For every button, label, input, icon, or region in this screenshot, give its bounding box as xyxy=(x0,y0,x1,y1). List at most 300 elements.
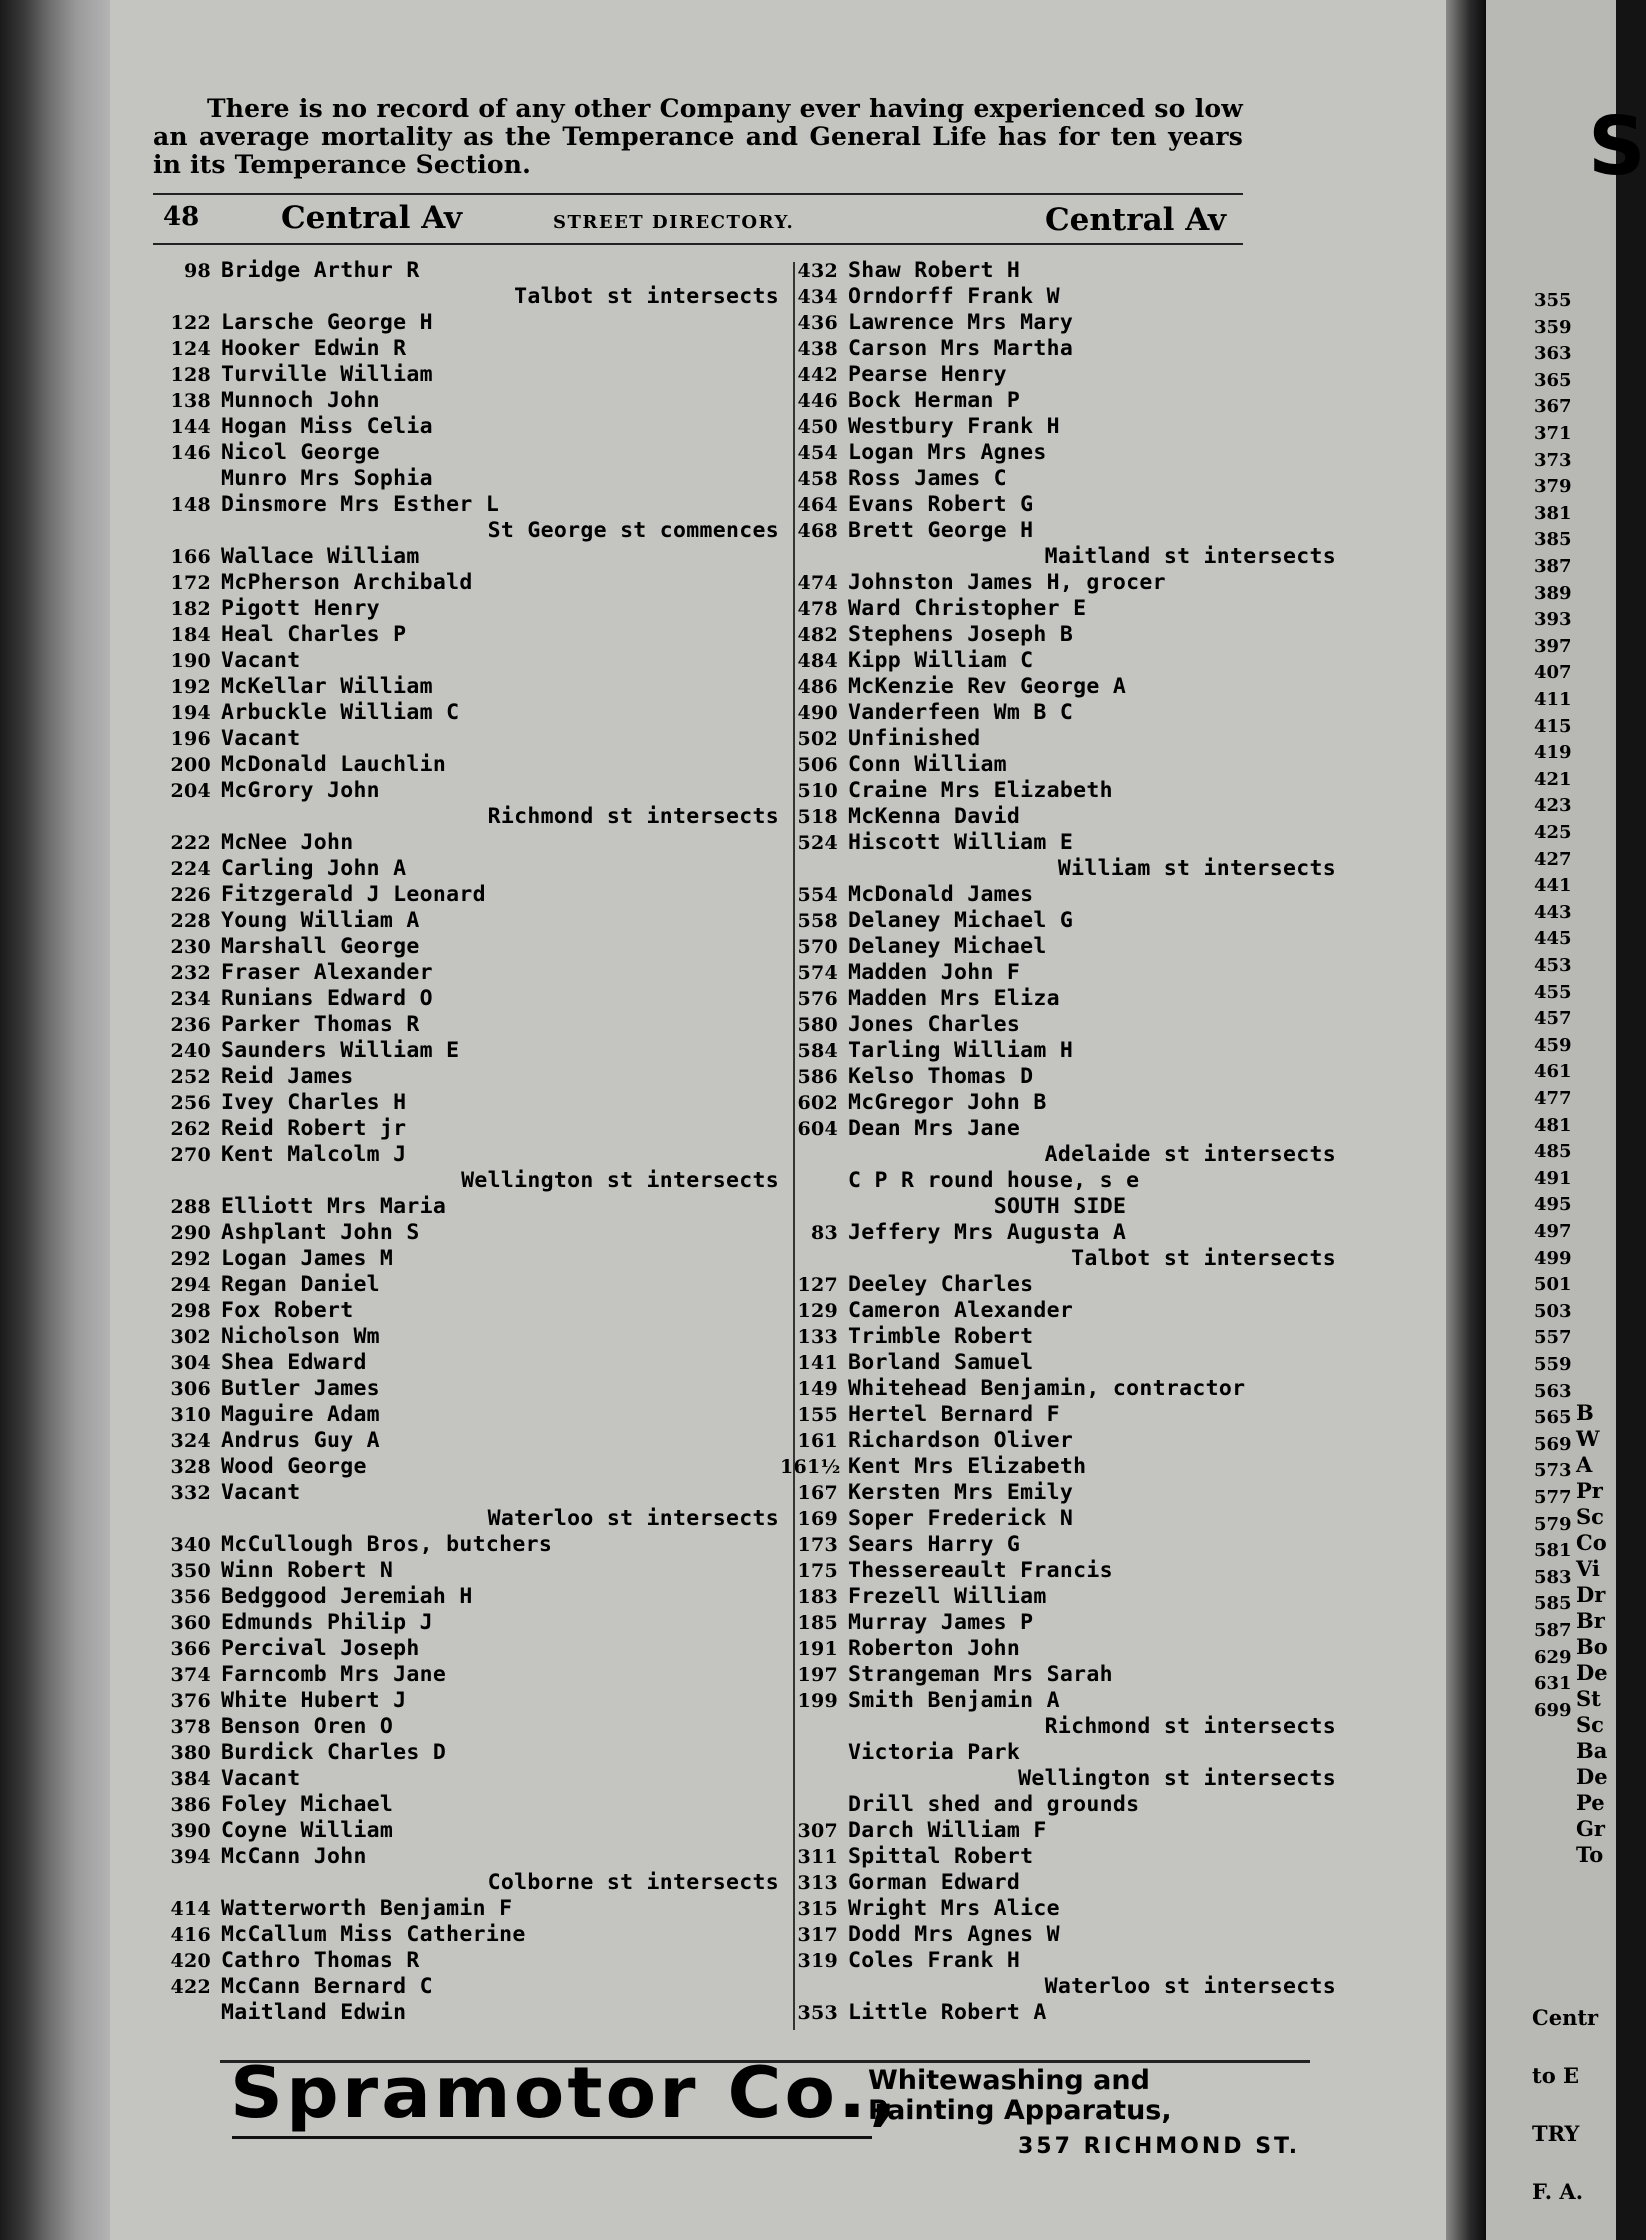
resident-name: Frezell William xyxy=(848,1584,1047,1609)
cross-street-note: Adelaide st intersects xyxy=(1044,1142,1336,1167)
next-page-house-number: 565 xyxy=(1534,1407,1572,1429)
directory-entry xyxy=(780,986,1340,1012)
house-number: 184 xyxy=(170,624,211,646)
directory-entry xyxy=(153,2000,783,2026)
directory-entry xyxy=(153,1818,783,1844)
next-page-name-fragment: W xyxy=(1576,1426,1600,1451)
resident-name: Wallace William xyxy=(221,544,420,569)
resident-name: Carson Mrs Martha xyxy=(848,336,1074,361)
house-number: 172 xyxy=(170,572,211,594)
directory-entry xyxy=(780,1090,1340,1116)
directory-entry xyxy=(153,362,783,388)
resident-name: Vacant xyxy=(221,648,301,673)
resident-name: Ward Christopher E xyxy=(848,596,1087,621)
next-page-house-number: 441 xyxy=(1534,875,1572,897)
next-page-house-number: 427 xyxy=(1534,848,1572,870)
directory-entry xyxy=(780,726,1340,752)
next-page-house-number: 453 xyxy=(1534,955,1572,976)
directory-entry xyxy=(780,310,1340,336)
directory-entry xyxy=(780,648,1340,674)
directory-entry xyxy=(153,648,783,674)
directory-entry xyxy=(780,1948,1340,1974)
directory-entry xyxy=(153,1974,783,2000)
resident-name: Conn William xyxy=(848,752,1007,777)
tagline-line-2: Painting Apparatus, xyxy=(868,2095,1172,2126)
house-number: 350 xyxy=(170,1560,211,1582)
house-number: 580 xyxy=(797,1014,838,1036)
next-page-house-number: 445 xyxy=(1534,928,1572,950)
house-number: 310 xyxy=(170,1404,211,1426)
next-page-footer-fragment: F. A. xyxy=(1532,2179,1584,2204)
resident-name: Whitehead Benjamin, contractor xyxy=(848,1376,1246,1401)
resident-name: McKenna David xyxy=(848,804,1021,829)
resident-name: McGregor John B xyxy=(848,1090,1047,1115)
resident-name: Madden Mrs Eliza xyxy=(848,986,1060,1011)
resident-name: Smith Benjamin A xyxy=(848,1688,1060,1713)
house-number: 252 xyxy=(170,1066,211,1088)
next-page-house-number: 569 xyxy=(1534,1433,1572,1455)
resident-name: Deeley Charles xyxy=(848,1272,1034,1297)
resident-name: Fitzgerald J Leonard xyxy=(221,882,486,907)
resident-name: Darch William F xyxy=(848,1818,1047,1843)
next-page-house-number: 379 xyxy=(1534,476,1572,498)
directory-entry xyxy=(153,336,783,362)
resident-name: Wood George xyxy=(221,1454,367,1479)
resident-name: Farncomb Mrs Jane xyxy=(221,1662,447,1687)
house-number: 182 xyxy=(170,598,211,620)
directory-entry xyxy=(780,2000,1340,2026)
resident-name: Ivey Charles H xyxy=(221,1090,407,1115)
house-number: 376 xyxy=(170,1690,211,1712)
cross-street-note: Richmond st intersects xyxy=(487,804,779,829)
directory-entry xyxy=(153,258,783,284)
directory-entry xyxy=(780,570,1340,596)
page-header xyxy=(153,200,1243,240)
next-page-name-fragment: De xyxy=(1576,1764,1608,1789)
directory-entry xyxy=(153,726,783,752)
next-page-house-number: 557 xyxy=(1534,1327,1572,1349)
house-number: 288 xyxy=(170,1196,211,1218)
house-number: 313 xyxy=(797,1872,838,1894)
house-number: 222 xyxy=(170,832,211,854)
next-page-house-number: 421 xyxy=(1534,768,1572,790)
resident-name: Munnoch John xyxy=(221,388,380,413)
resident-name: Logan James M xyxy=(221,1246,394,1271)
directory-entry xyxy=(780,622,1340,648)
directory-entry xyxy=(153,310,783,336)
directory-entry xyxy=(153,570,783,596)
directory-entry xyxy=(780,934,1340,960)
directory-entry xyxy=(153,1922,783,1948)
directory-entry xyxy=(153,960,783,986)
resident-name: Maitland Edwin xyxy=(221,2000,407,2025)
directory-entry xyxy=(153,1948,783,1974)
house-number: 290 xyxy=(170,1222,211,1244)
house-number: 420 xyxy=(170,1950,211,1972)
directory-entry xyxy=(153,1636,783,1662)
next-page-house-number: 393 xyxy=(1534,609,1572,631)
resident-name: Coles Frank H xyxy=(848,1948,1021,1973)
house-number: 236 xyxy=(170,1014,211,1036)
next-page-heading-letter: S xyxy=(1588,100,1646,193)
directory-entry xyxy=(780,960,1340,986)
resident-name: Tarling William H xyxy=(848,1038,1074,1063)
next-page-footer-fragment: TRY xyxy=(1532,2121,1580,2146)
house-number: 256 xyxy=(170,1092,211,1114)
next-page-house-number: 563 xyxy=(1534,1380,1572,1402)
resident-name: Butler James xyxy=(221,1376,380,1401)
next-page-name-fragment: Gr xyxy=(1576,1816,1605,1841)
resident-name: Reid Robert jr xyxy=(221,1116,407,1141)
house-number: 175 xyxy=(797,1560,838,1582)
resident-name: Gorman Edward xyxy=(848,1870,1021,1895)
directory-entry xyxy=(780,1532,1340,1558)
house-number: 506 xyxy=(797,754,838,776)
house-number: 292 xyxy=(170,1248,211,1270)
house-number: 319 xyxy=(797,1950,838,1972)
house-number: 486 xyxy=(797,676,838,698)
house-number: 133 xyxy=(797,1326,838,1348)
resident-name: Hooker Edwin R xyxy=(221,336,407,361)
resident-name: Turville William xyxy=(221,362,433,387)
resident-name: Lawrence Mrs Mary xyxy=(848,310,1074,335)
next-page-name-fragment: Sc xyxy=(1576,1712,1604,1737)
directory-entry xyxy=(780,1064,1340,1090)
resident-name: Hertel Bernard F xyxy=(848,1402,1060,1427)
directory-entry xyxy=(780,1844,1340,1870)
resident-name: Evans Robert G xyxy=(848,492,1034,517)
resident-name: Westbury Frank H xyxy=(848,414,1060,439)
resident-name: Hiscott William E xyxy=(848,830,1074,855)
resident-name: Bedggood Jeremiah H xyxy=(221,1584,473,1609)
right-street-title: Central Av xyxy=(1045,202,1227,238)
house-number: 450 xyxy=(797,416,838,438)
resident-name: Shaw Robert H xyxy=(848,258,1021,283)
resident-name: Craine Mrs Elizabeth xyxy=(848,778,1113,803)
section-heading: SOUTH SIDE xyxy=(993,1194,1127,1219)
directory-entry xyxy=(780,1298,1340,1324)
resident-name: McKenzie Rev George A xyxy=(848,674,1127,699)
next-page-house-number: 415 xyxy=(1534,715,1572,737)
house-number: 386 xyxy=(170,1794,211,1816)
house-number: 194 xyxy=(170,702,211,724)
house-number: 169 xyxy=(797,1508,838,1530)
left-column xyxy=(153,258,783,2026)
house-number: 226 xyxy=(170,884,211,906)
next-page-house-number: 363 xyxy=(1534,343,1572,365)
house-number: 306 xyxy=(170,1378,211,1400)
directory-entry xyxy=(780,908,1340,934)
directory-entry xyxy=(153,1714,783,1740)
next-page-house-number: 481 xyxy=(1534,1114,1572,1136)
resident-name: McGrory John xyxy=(221,778,380,803)
next-page-house-number: 365 xyxy=(1534,369,1572,391)
resident-name: Stephens Joseph B xyxy=(848,622,1074,647)
house-number: 262 xyxy=(170,1118,211,1140)
cross-street-note: Waterloo st intersects xyxy=(487,1506,779,1531)
house-number: 144 xyxy=(170,416,211,438)
next-page-name-fragment: St xyxy=(1576,1686,1601,1711)
directory-entry xyxy=(153,1792,783,1818)
directory-entry xyxy=(153,492,783,518)
landmark-entry: Victoria Park xyxy=(848,1740,1021,1765)
next-page-name-fragment: Dr xyxy=(1576,1582,1606,1607)
next-page-house-number: 371 xyxy=(1534,423,1572,444)
resident-name: Soper Frederick N xyxy=(848,1506,1074,1531)
resident-name: Andrus Guy A xyxy=(221,1428,380,1453)
resident-name: Watterworth Benjamin F xyxy=(221,1896,513,1921)
house-number: 138 xyxy=(170,390,211,412)
house-number: 173 xyxy=(797,1534,838,1556)
landmark-entry: C P R round house, s e xyxy=(848,1168,1140,1193)
resident-name: Richardson Oliver xyxy=(848,1428,1074,1453)
directory-entry xyxy=(153,596,783,622)
house-number: 191 xyxy=(797,1638,838,1660)
book-spine-shadow xyxy=(0,0,110,2240)
next-page-house-number: 389 xyxy=(1534,582,1572,604)
next-page-house-number: 581 xyxy=(1534,1540,1572,1562)
house-number: 490 xyxy=(797,702,838,724)
next-page-house-number: 455 xyxy=(1534,981,1572,1003)
house-number: 502 xyxy=(797,728,838,750)
house-number: 228 xyxy=(170,910,211,932)
house-number: 122 xyxy=(170,312,211,334)
resident-name: Cathro Thomas R xyxy=(221,1948,420,1973)
directory-entry xyxy=(780,492,1340,518)
resident-name: Bridge Arthur R xyxy=(221,258,420,283)
next-page-house-number: 423 xyxy=(1534,795,1572,817)
directory-entry xyxy=(780,1324,1340,1350)
directory-title: STREET DIRECTORY. xyxy=(553,212,795,233)
next-page-house-number: 631 xyxy=(1534,1673,1572,1695)
resident-name: Delaney Michael xyxy=(848,934,1047,959)
house-number: 317 xyxy=(797,1924,838,1946)
house-number: 416 xyxy=(170,1924,211,1946)
directory-entry xyxy=(780,336,1340,362)
resident-name: Fox Robert xyxy=(221,1298,354,1323)
directory-entry xyxy=(153,908,783,934)
house-number: 558 xyxy=(797,910,838,932)
directory-entry xyxy=(780,596,1340,622)
next-page-house-number: 585 xyxy=(1534,1593,1572,1615)
resident-name: Pearse Henry xyxy=(848,362,1007,387)
house-number: 604 xyxy=(797,1118,838,1140)
house-number: 380 xyxy=(170,1742,211,1764)
resident-name: Hogan Miss Celia xyxy=(221,414,433,439)
directory-entry xyxy=(153,466,783,492)
house-number: 149 xyxy=(797,1378,838,1400)
directory-entry xyxy=(153,1298,783,1324)
directory-entry xyxy=(780,1558,1340,1584)
house-number: 524 xyxy=(797,832,838,854)
cross-street-note: Talbot st intersects xyxy=(514,284,779,309)
next-page-house-number: 373 xyxy=(1534,449,1572,471)
resident-name: Sears Harry G xyxy=(848,1532,1021,1557)
house-number: 394 xyxy=(170,1846,211,1868)
resident-name: Fraser Alexander xyxy=(221,960,433,985)
directory-entry xyxy=(153,674,783,700)
next-page-name-fragment: A xyxy=(1576,1452,1593,1477)
directory-entry xyxy=(153,830,783,856)
resident-name: Delaney Michael G xyxy=(848,908,1074,933)
next-page-name-fragment: De xyxy=(1576,1660,1608,1685)
directory-entry xyxy=(153,934,783,960)
house-number: 510 xyxy=(797,780,838,802)
house-number: 185 xyxy=(797,1612,838,1634)
directory-entry xyxy=(780,1610,1340,1636)
resident-name: McCann Bernard C xyxy=(221,1974,433,1999)
next-page-name-fragment: Pe xyxy=(1576,1790,1605,1815)
directory-entry xyxy=(153,1194,783,1220)
resident-name: Wright Mrs Alice xyxy=(848,1896,1060,1921)
resident-name: Kersten Mrs Emily xyxy=(848,1480,1074,1505)
directory-entry xyxy=(153,1454,783,1480)
next-page-house-number: 457 xyxy=(1534,1008,1572,1030)
next-page-name-fragment: Sc xyxy=(1576,1504,1604,1529)
directory-entry xyxy=(153,1688,783,1714)
directory-entry xyxy=(780,1376,1340,1402)
resident-name: Reid James xyxy=(221,1064,354,1089)
house-number: 200 xyxy=(170,754,211,776)
directory-entry xyxy=(153,882,783,908)
house-number: 324 xyxy=(170,1430,211,1452)
directory-entry xyxy=(780,804,1340,830)
house-number: 311 xyxy=(797,1846,838,1868)
house-number: 128 xyxy=(170,364,211,386)
next-page-house-number: 559 xyxy=(1534,1354,1572,1375)
next-page-house-number: 387 xyxy=(1534,556,1572,577)
resident-name: Kipp William C xyxy=(848,648,1034,673)
house-number: 315 xyxy=(797,1898,838,1920)
house-number: 161½ xyxy=(780,1456,841,1478)
advertiser-name: Spramotor Co., xyxy=(230,2052,901,2134)
next-page-name-fragment: To xyxy=(1576,1842,1604,1867)
house-number: 234 xyxy=(170,988,211,1010)
directory-entry xyxy=(780,1480,1340,1506)
directory-entry xyxy=(780,440,1340,466)
resident-name: Winn Robert N xyxy=(221,1558,394,1583)
resident-name: McNee John xyxy=(221,830,354,855)
landmark-entry: Drill shed and grounds xyxy=(848,1792,1140,1817)
directory-entry xyxy=(780,1636,1340,1662)
directory-entry xyxy=(153,1350,783,1376)
house-number: 422 xyxy=(170,1976,211,1998)
directory-entry xyxy=(153,1896,783,1922)
directory-entry xyxy=(780,1896,1340,1922)
next-page-house-number: 419 xyxy=(1534,742,1572,764)
directory-entry xyxy=(153,1246,783,1272)
house-number: 294 xyxy=(170,1274,211,1296)
next-page-house-number: 577 xyxy=(1534,1487,1572,1508)
directory-entry xyxy=(780,1454,1340,1480)
directory-entry xyxy=(153,986,783,1012)
header-bottom-rule xyxy=(153,243,1243,245)
next-page-house-number: 443 xyxy=(1534,901,1572,923)
house-number: 384 xyxy=(170,1768,211,1790)
next-page-house-number: 579 xyxy=(1534,1513,1572,1535)
cross-street-note: Wellington st intersects xyxy=(1018,1766,1336,1791)
resident-name: Parker Thomas R xyxy=(221,1012,420,1037)
right-column xyxy=(780,258,1340,2026)
next-page-house-number: 477 xyxy=(1534,1088,1572,1109)
left-street-title: Central Av xyxy=(281,200,463,236)
resident-name: Pigott Henry xyxy=(221,596,380,621)
next-page-footer-fragment: Centr xyxy=(1532,2005,1599,2030)
insurance-banner: There is no record of any other Company ever having experienced so low an average mortality as the Temperance and General Life has for ten years in its Temperance Section. xyxy=(153,94,1243,179)
directory-entry xyxy=(153,1428,783,1454)
directory-entry xyxy=(153,1272,783,1298)
directory-entry xyxy=(153,1038,783,1064)
house-number: 458 xyxy=(797,468,838,490)
directory-entry xyxy=(780,700,1340,726)
resident-name: Thessereault Francis xyxy=(848,1558,1113,1583)
house-number: 161 xyxy=(797,1430,838,1452)
resident-name: Ross James C xyxy=(848,466,1007,491)
directory-entry xyxy=(153,778,783,804)
house-number: 230 xyxy=(170,936,211,958)
resident-name: Spittal Robert xyxy=(848,1844,1034,1869)
house-number: 360 xyxy=(170,1612,211,1634)
house-number: 190 xyxy=(170,650,211,672)
resident-name: Vacant xyxy=(221,726,301,751)
next-page-house-number: 495 xyxy=(1534,1194,1572,1216)
next-page-house-number: 397 xyxy=(1534,635,1572,657)
next-page-house-number: 491 xyxy=(1534,1167,1572,1189)
page-gutter xyxy=(1446,0,1486,2240)
house-number: 414 xyxy=(170,1898,211,1920)
resident-name: Coyne William xyxy=(221,1818,394,1843)
resident-name: Young William A xyxy=(221,908,420,933)
next-page-house-number: 359 xyxy=(1534,316,1572,338)
resident-name: Elliott Mrs Maria xyxy=(221,1194,447,1219)
next-page-house-number: 501 xyxy=(1534,1274,1572,1296)
house-number: 484 xyxy=(797,650,838,672)
next-page-house-number: 503 xyxy=(1534,1300,1572,1322)
resident-name: Vacant xyxy=(221,1480,301,1505)
cross-street-note: Maitland st intersects xyxy=(1044,544,1336,569)
house-number: 167 xyxy=(797,1482,838,1504)
next-page-house-number: 629 xyxy=(1534,1646,1572,1668)
resident-name: Foley Michael xyxy=(221,1792,394,1817)
house-number: 192 xyxy=(170,676,211,698)
house-number: 183 xyxy=(797,1586,838,1608)
next-page-house-number: 573 xyxy=(1534,1460,1572,1482)
house-number: 146 xyxy=(170,442,211,464)
directory-entry xyxy=(153,1090,783,1116)
resident-name: Percival Joseph xyxy=(221,1636,420,1661)
directory-entry xyxy=(153,544,783,570)
resident-name: White Hubert J xyxy=(221,1688,407,1713)
resident-name: Benson Oren O xyxy=(221,1714,394,1739)
resident-name: Kent Malcolm J xyxy=(221,1142,407,1167)
cross-street-note: St George st commences xyxy=(487,518,779,543)
house-number: 124 xyxy=(170,338,211,360)
next-page-house-number: 459 xyxy=(1534,1034,1572,1056)
next-page-house-number: 355 xyxy=(1534,290,1572,311)
directory-entry xyxy=(780,674,1340,700)
directory-entry xyxy=(153,700,783,726)
directory-entry xyxy=(780,1584,1340,1610)
resident-name: Orndorff Frank W xyxy=(848,284,1060,309)
house-number: 438 xyxy=(797,338,838,360)
house-number: 576 xyxy=(797,988,838,1010)
house-number: 366 xyxy=(170,1638,211,1660)
house-number: 586 xyxy=(797,1066,838,1088)
next-page-house-number: 497 xyxy=(1534,1221,1572,1242)
directory-entry xyxy=(780,1012,1340,1038)
house-number: 304 xyxy=(170,1352,211,1374)
resident-name: Kent Mrs Elizabeth xyxy=(848,1454,1087,1479)
